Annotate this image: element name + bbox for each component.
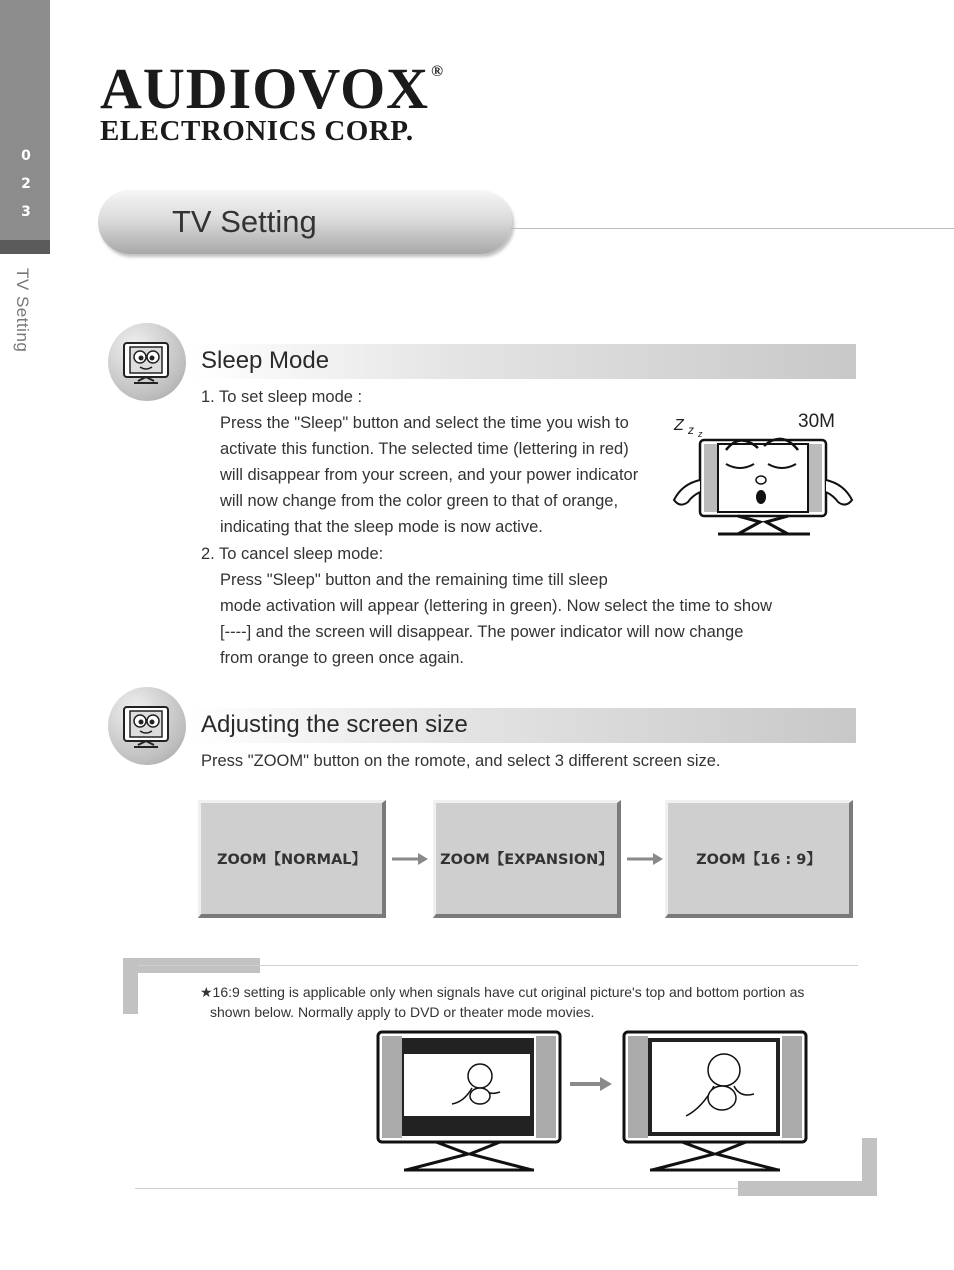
sleep-text-line: activate this function. The selected time (lettering in red) [220,440,629,458]
sidebar-cap [0,240,50,254]
svg-text:Z: Z [674,417,684,434]
section-title: TV Setting [172,204,317,239]
brand-logo [100,44,444,147]
screen-size-intro: Press "ZOOM" button on the romote, and select 3 different screen size. [201,752,721,770]
tv-mascot-icon [108,687,186,765]
page-digit: 3 [21,204,31,220]
sleep-mode-title: Sleep Mode [201,347,330,374]
note-line: shown below. Normally apply to DVD or theater mode movies. [210,1004,595,1020]
svg-text:z: z [688,423,694,437]
arrow-right-icon [390,852,430,866]
zoom-mode-label: ZOOM【EXPANSION】 [440,852,613,868]
section-divider [510,228,954,229]
screen-size-title: Adjusting the screen size [201,711,468,738]
sleep-text-line: Press "Sleep" button and the remaining time till sleep [220,571,608,589]
page-number [17,142,35,226]
sleep-text-line: will disappear from your screen, and your power indicator [220,466,639,484]
sleep-text-line: [----] and the screen will disappear. The power indicator will now change [220,623,744,641]
note-frame-corner [738,1181,877,1196]
note-text [200,982,804,1022]
zoom-16-9-box [665,800,853,918]
sleep-text-line: will now change from the color green to that of orange, [220,492,619,510]
sleep-text-line: mode activation will appear (lettering in green). Now select the time to show [220,597,773,615]
arrow-right-icon [625,852,665,866]
sleep-step-2: 2. To cancel sleep mode: [201,545,384,563]
registered-mark: ® [431,63,445,80]
zoom-expansion-box [433,800,621,918]
note-top-rule [138,965,858,966]
sidebar-section-label: TV Setting [13,268,32,353]
tv-mascot-icon [108,323,186,401]
logo-subtitle: ELECTRONICS CORP. [100,115,414,147]
logo-wordmark: AUDIOVOX [100,56,430,121]
svg-text:z: z [698,429,703,439]
zoom-mode-label: ZOOM【NORMAL】 [216,852,367,868]
sleep-text-line: from orange to green once again. [220,649,464,667]
zoom-mode-label: ZOOM【16 : 9】 [696,852,821,868]
sleep-step-1: 1. To set sleep mode : [201,388,363,406]
page-digit: 2 [21,176,31,192]
zoom-normal-box [198,800,386,918]
note-bottom-rule [135,1188,738,1189]
arrow-right-icon [568,1076,614,1092]
sleep-text-line: indicating that the sleep mode is now active. [220,518,543,536]
note-line: ★16:9 setting is applicable only when signals have cut original picture's top and bottom portion as [200,984,805,1000]
sleep-text-line: Press the "Sleep" button and select the time you wish to [220,414,629,432]
page-digit: 0 [21,148,31,164]
sleep-timer-label: 30M [798,411,835,432]
tv-fullscreen-illustration [622,1030,808,1176]
tv-letterbox-illustration [376,1030,562,1176]
